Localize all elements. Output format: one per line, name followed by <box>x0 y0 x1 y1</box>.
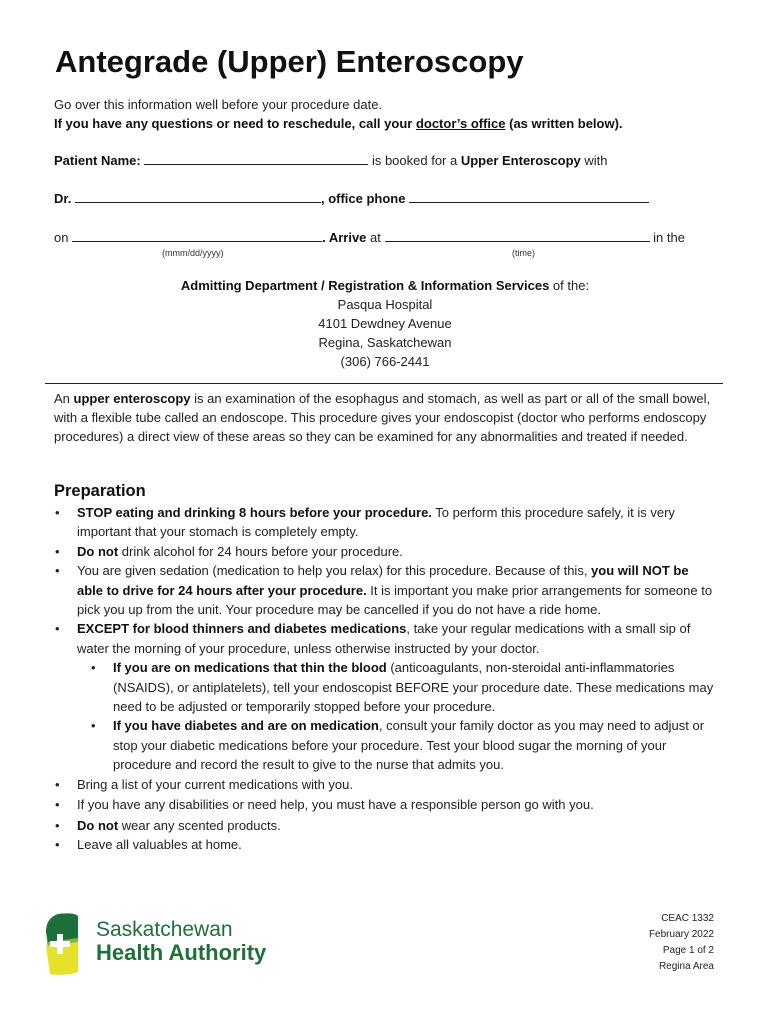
in-the-text: in the <box>649 230 685 245</box>
upper-enteroscopy-term: upper enteroscopy <box>73 391 191 406</box>
hospital-street: 4101 Dewdney Avenue <box>318 316 452 331</box>
list-item <box>54 619 714 774</box>
list-item <box>54 561 714 619</box>
appointment-row <box>54 229 685 247</box>
diabetes-detail: , consult your family doctor as you may need to adjust or stop your diabetic medications before your procedure. Test your blood sugar the morning of your procedure and record the result to give to the nurse that admits you. <box>113 718 705 773</box>
do-not-scented-text: Do not <box>77 817 119 833</box>
disabilities-text: If you have any disabilities or need help, you must have a responsible person go with you. <box>77 797 594 813</box>
hospital-city: Regina, Saskatchewan <box>318 335 452 350</box>
procedure-name: Upper Enteroscopy <box>460 153 581 168</box>
with-text: with <box>580 153 608 168</box>
doctor-row <box>54 190 649 208</box>
list-item <box>90 716 714 774</box>
ride-home-detail: It is important you make prior arrangements for someone to pick you up from the unit. Your procedure may be cancelled if you do not have a ride home. <box>77 582 713 618</box>
description-body: is an examination of the esophagus and stomach, as well as part or all of the small bowel, with a flexible tube called an endoscope. This procedure gives your endoscopist (doctor who performs endoscopy procedures) a direct view of these areas so they can be examined for any abnormalities and treated if needed. <box>54 391 711 444</box>
patient-name-field[interactable] <box>144 153 368 165</box>
do-not-text: Do not <box>77 543 119 559</box>
intro-reschedule-line <box>54 115 623 133</box>
intro-line: Go over this information well before your procedure date. <box>54 97 383 112</box>
except-medications-text: EXCEPT for blood thinners and diabetes medications <box>77 621 407 637</box>
stop-eating-detail: To perform this procedure safely, it is very important that your stomach is completely empty. <box>77 505 675 540</box>
admitting-line <box>0 276 770 296</box>
arrive-label: . Arrive <box>322 230 367 245</box>
of-the-text: of the: <box>549 278 590 293</box>
date-format-hint: (mmm/dd/yyyy) <box>162 248 224 258</box>
hospital-name: Pasqua Hospital <box>337 297 433 312</box>
list-item <box>54 835 714 854</box>
description-start: An <box>54 391 74 406</box>
doctors-office-text: doctor’s office <box>415 116 506 131</box>
page-title: Antegrade (Upper) Enteroscopy <box>55 44 524 79</box>
valuables-text: Leave all valuables at home. <box>77 836 242 852</box>
intro-reschedule-text: If you have any questions or need to reschedule, call your <box>54 116 416 131</box>
list-item <box>90 658 714 716</box>
medication-list-text: Bring a list of your current medications with you. <box>77 776 354 792</box>
office-phone-label: , office phone <box>320 191 406 206</box>
list-item <box>54 795 714 814</box>
diabetes-text: If you have diabetes and are on medication <box>113 718 379 734</box>
preparation-list <box>54 503 714 854</box>
list-item <box>54 775 714 794</box>
logo-line2: Health Authority <box>96 940 267 965</box>
preparation-heading: Preparation <box>54 482 146 500</box>
stop-eating-text: STOP eating and drinking 8 hours before your procedure. <box>77 505 432 520</box>
at-text: at <box>366 230 381 245</box>
office-phone-field[interactable] <box>409 191 649 203</box>
doctor-name-field[interactable] <box>75 191 321 203</box>
time-hint: (time) <box>512 248 535 258</box>
patient-name-row <box>54 152 607 170</box>
logo-line1: Saskatchewan <box>96 918 233 941</box>
blood-thinners-text: If you are on medications that thin the blood <box>113 660 387 676</box>
sedation-text: You are given sedation (medication to help you relax) for this procedure. Because of this, <box>77 563 592 579</box>
form-date: February 2022 <box>648 929 714 940</box>
logo-emblem-icon <box>44 912 94 978</box>
medication-sublist <box>90 658 714 774</box>
page-number: Page 1 of 2 <box>662 945 714 956</box>
section-divider <box>45 383 723 384</box>
description-paragraph <box>54 389 714 446</box>
list-item <box>54 542 714 561</box>
alcohol-detail: drink alcohol for 24 hours before your procedure. <box>118 543 403 559</box>
date-field[interactable] <box>72 230 322 242</box>
region: Regina Area <box>658 961 714 972</box>
scented-detail: wear any scented products. <box>118 817 281 833</box>
form-code: CEAC 1332 <box>661 913 714 924</box>
booked-text: is booked for a <box>368 153 461 168</box>
no-driving-text: you will NOT be able to drive for 24 hours after your procedure. <box>77 563 689 598</box>
doctor-label: Dr. <box>54 191 72 206</box>
patient-name-label: Patient Name: <box>54 153 141 168</box>
medications-detail: , take your regular medications with a small sip of water the morning of your procedure, unless otherwise instructed by your doctor. <box>77 621 691 656</box>
hospital-phone: (306) 766-2441 <box>340 354 430 369</box>
list-item <box>54 816 714 835</box>
list-item <box>54 503 714 542</box>
document-footer <box>649 911 714 975</box>
admitting-department: Admitting Department / Registration & Information Services <box>180 278 550 293</box>
intro-reschedule-end: (as written below). <box>505 116 623 131</box>
blood-thinners-detail: (anticoagulants, non-steroidal anti-inflammatories (NSAIDS), or antiplatelets), tell your endoscopist BEFORE your procedure date. These medications may need to be adjusted or temporarily stopped before your procedure. <box>113 660 714 715</box>
time-field[interactable] <box>385 230 650 242</box>
on-label: on <box>54 230 69 245</box>
